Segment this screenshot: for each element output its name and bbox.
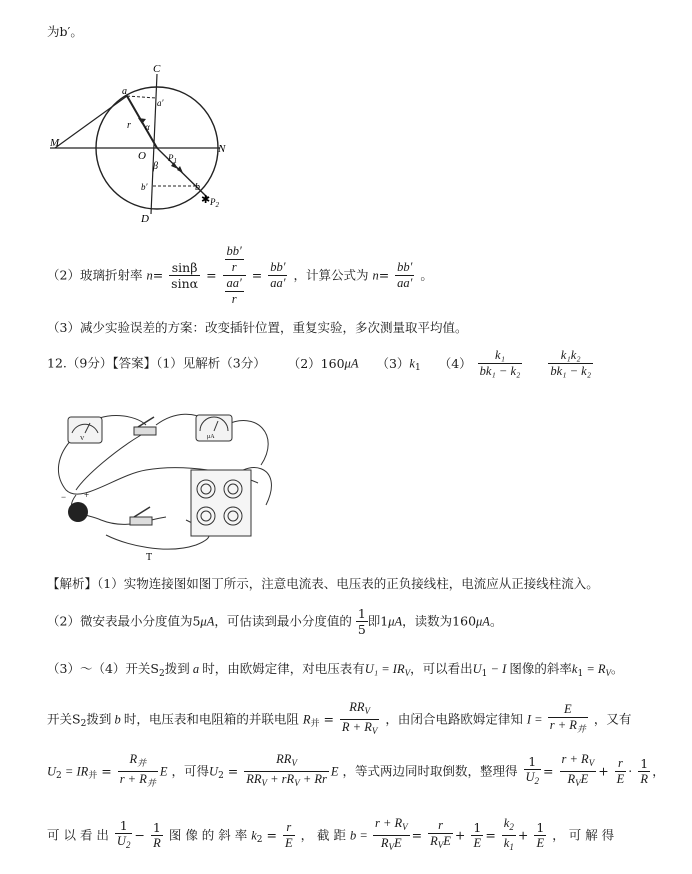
svg-text:V: V bbox=[80, 436, 85, 442]
analysis-2: （2）微安表最小分度值为5μA，可估读到最小分度值的 $\frac{1}{5}$ 即1μA，读数为160μA。 bbox=[47, 606, 503, 637]
svg-text:N: N bbox=[218, 143, 226, 155]
svg-text:D: D bbox=[141, 213, 149, 225]
svg-text:μA: μA bbox=[207, 434, 215, 440]
svg-text:r: r bbox=[127, 120, 131, 131]
circuit-diagram bbox=[46, 395, 276, 565]
refraction-diagram bbox=[50, 62, 240, 227]
svg-text:b′: b′ bbox=[141, 182, 148, 192]
p2-star-icon: ✱ bbox=[201, 194, 211, 206]
svg-text:β: β bbox=[153, 161, 158, 172]
line-2: （2）玻璃折射率 n= $\frac{\sin\beta}{\sin\alpha}$ = $\frac{\frac{bb'}{r}}{\frac{aa'}{r}}$ = $\frac{bb'}{aa'}$ ，计算公式为 n= $\frac{bb'}{aa'}$ 。 bbox=[47, 244, 433, 306]
line-3: （3）减少实验误差的方案：改变插针位置，重复实验，多次测量取平均值。 bbox=[47, 320, 468, 335]
switch-icon bbox=[130, 507, 152, 525]
svg-text:−: − bbox=[61, 492, 67, 502]
analysis-1: 【解析】（1）实物连接图如图丁所示，注意电流表、电压表的正负接线柱，电流应从正接线柱流入。 bbox=[47, 576, 599, 591]
aa-dashed bbox=[127, 96, 156, 98]
refracted-ray bbox=[157, 148, 208, 198]
svg-text:a′: a′ bbox=[157, 98, 164, 108]
ammeter-icon bbox=[196, 415, 232, 441]
analysis-6: 可 以 看 出 $\frac{1}{U_2}$ − $\frac{1}{R}$ 图 像 的 斜 率 $k_2$ = $\frac{r}{E}$ ， 截 距 b = $\frac{r + R_V}{R_VE}$ = $\frac{r}{R_VE}$ + $\frac{1}{E}$ = $\frac{k_2}{k_1}$ + $\frac{1}{E}$ ， 可 解 得 bbox=[47, 816, 615, 852]
analysis-5: $U_2 = IR_并$ = $\frac{R_并}{r + R_并}$ E ，可得$U_2$ = $\frac{RR_V}{RR_V + rR_V + Rr}$ E ，等式两边同时取倒数，整理得 $\frac{1}{U_2}$ = $\frac{r + R_V}{R_VE}$ + $\frac{r}{E}$ · $\frac{1}{R}$ ， bbox=[47, 752, 665, 788]
svg-text:+: + bbox=[84, 490, 90, 500]
analysis-3: （3）～（4）开关$S_2$拨到 a 时，由欧姆定律，对电压表有$U_1 = IR_V$，可以看出$U_1 - I$ 图像的斜率$k_1 = R_V$。 bbox=[47, 661, 624, 679]
svg-text:M: M bbox=[50, 137, 60, 149]
svg-text:O: O bbox=[138, 150, 146, 162]
answer-12: 12.（9分）【答案】（1）见解析（3分） （2）160μA $(3)k_1$ （4） $\frac{\text{k₁}}{\text{bk₁ − k₂}}$ $\frac{\text{k₁k₂}}{\text{bk₁ − k₂}}$ bbox=[47, 348, 592, 378]
battery-icon bbox=[61, 490, 89, 522]
svg-text:a: a bbox=[122, 86, 127, 97]
svg-text:b: b bbox=[195, 182, 200, 193]
svg-text:C: C bbox=[153, 63, 161, 75]
resistance-box-icon bbox=[191, 470, 251, 536]
svg-text:P1: $P_1$ bbox=[168, 153, 177, 165]
analysis-4: 开关$S_2$拨到 b 时，电压表和电阻箱的并联电阻 $R_并$ = $\frac{RR_V}{R + R_V}$ ，由闭合电路欧姆定律知 I = $\frac{E}{r + R_并}$ ，又有 bbox=[47, 700, 632, 736]
figure-caption: T bbox=[146, 552, 153, 563]
top-line: 为b′。 bbox=[47, 24, 83, 39]
svg-text:α: α bbox=[145, 122, 150, 132]
voltmeter-icon bbox=[68, 417, 102, 443]
svg-text:P2: $P_2$ bbox=[210, 197, 219, 209]
